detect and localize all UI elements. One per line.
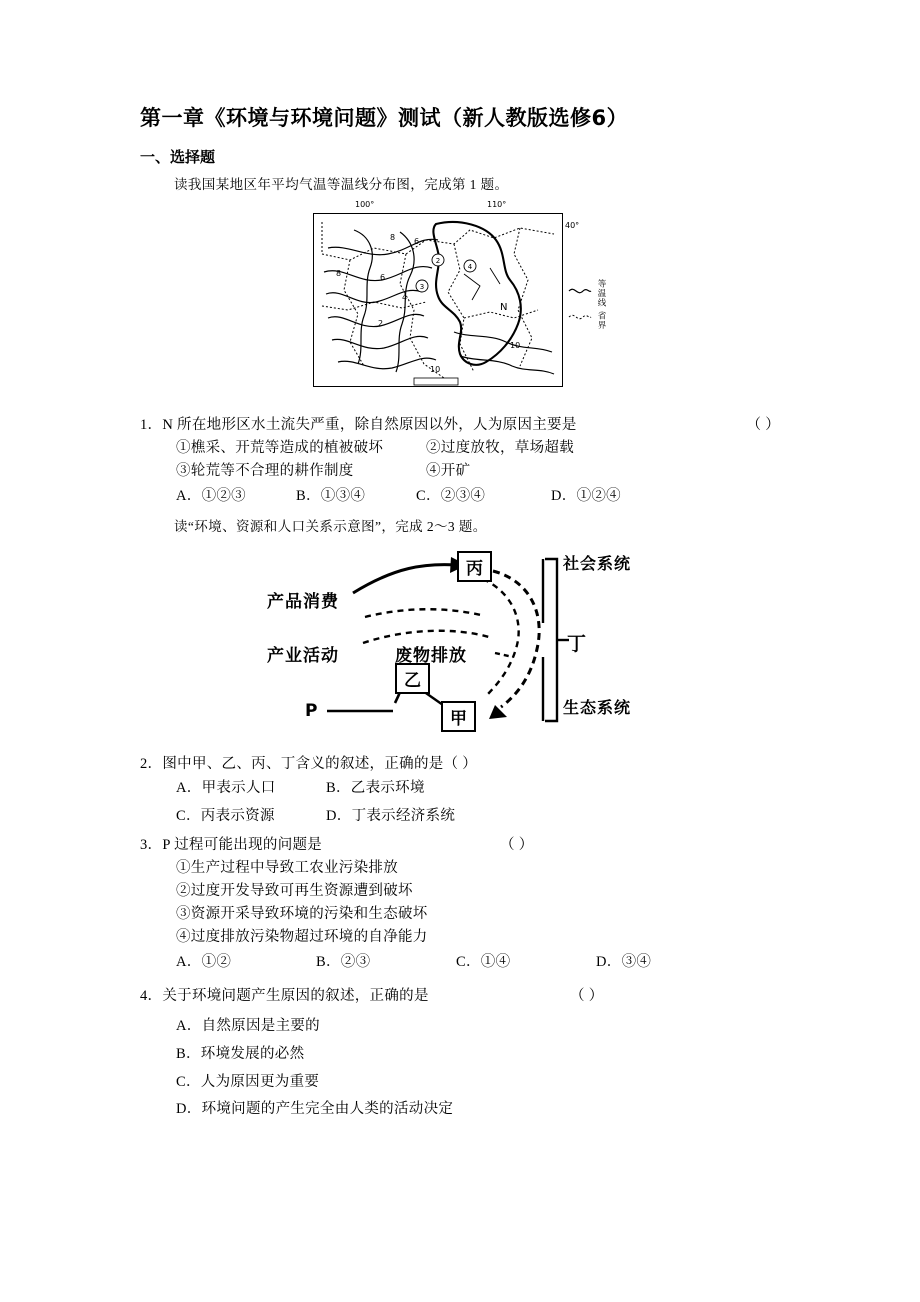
svg-text:10: 10 bbox=[510, 341, 521, 351]
question-4 bbox=[140, 985, 780, 1124]
question-4-option-d[interactable]: D．环境问题的产生完全由人类的活动决定 bbox=[176, 1101, 454, 1118]
document-content bbox=[140, 105, 780, 1124]
question-1-number: 1． bbox=[140, 417, 163, 434]
schematic-label-p: P bbox=[305, 700, 319, 721]
question-2-number: 2． bbox=[140, 755, 163, 772]
question-1-stem: N 所在地形区水土流失严重，除自然原因以外，人为原因主要是 bbox=[162, 417, 577, 434]
question-3-option-a[interactable]: A．①② bbox=[176, 954, 232, 971]
question-3-number: 3． bbox=[140, 837, 163, 854]
svg-text:2: 2 bbox=[435, 257, 441, 266]
map-legend-isotherm-label: 等温线 bbox=[596, 279, 606, 308]
svg-text:3: 3 bbox=[419, 283, 425, 292]
question-1-options bbox=[140, 483, 780, 511]
map-legend-boundary-label: 省界 bbox=[596, 311, 606, 331]
figure-isotherm-map-wrap bbox=[140, 199, 780, 404]
question-4-stem: 关于环境问题产生原因的叙述，正确的是 bbox=[162, 988, 429, 1005]
question-2-option-c[interactable]: C．丙表示资源 bbox=[176, 807, 275, 824]
question-3 bbox=[140, 834, 780, 977]
question-4-option-a[interactable]: A．自然原因是主要的 bbox=[176, 1018, 320, 1035]
schematic-label-ding: 丁 bbox=[567, 632, 588, 655]
map-label-longitude-110: 110° bbox=[487, 200, 507, 210]
svg-text:6: 6 bbox=[414, 237, 420, 247]
question-1-answer-paren: （ ） bbox=[746, 417, 780, 434]
question-2-option-d[interactable]: D．丁表示经济系统 bbox=[326, 807, 456, 824]
map-label-latitude-40: 40° bbox=[565, 221, 580, 231]
question-3-option-d[interactable]: D．③④ bbox=[596, 954, 652, 971]
question-4-number: 4． bbox=[140, 988, 163, 1005]
figure-system-schematic-wrap bbox=[140, 545, 780, 745]
svg-text:10: 10 bbox=[430, 365, 441, 375]
question-1-option-b[interactable]: B．①③④ bbox=[296, 488, 366, 505]
schematic-box-bing: 丙 bbox=[457, 551, 492, 582]
question-2 bbox=[140, 753, 780, 831]
question-1-sub-row-1 bbox=[140, 437, 780, 460]
question-4-option-b[interactable]: B．环境发展的必然 bbox=[176, 1046, 305, 1063]
question-1 bbox=[140, 414, 780, 510]
question-2-stem: 图中甲、乙、丙、丁含义的叙述，正确的是（ ） bbox=[162, 755, 478, 772]
question-3-stem: P 过程可能出现的问题是 bbox=[162, 837, 323, 854]
section-heading-choice: 一、选择题 bbox=[140, 148, 216, 167]
question-2-option-b[interactable]: B．乙表示环境 bbox=[326, 780, 425, 797]
svg-text:8: 8 bbox=[336, 269, 342, 279]
question-3-answer-paren: （ ） bbox=[500, 837, 534, 854]
question-3-stem-line bbox=[140, 834, 780, 856]
schematic-label-industrial-activity: 产业活动 bbox=[267, 645, 339, 666]
question-4-option-c[interactable]: C．人为原因更为重要 bbox=[176, 1073, 320, 1090]
schematic-box-yi: 乙 bbox=[395, 663, 430, 694]
question-3-sub-1: ①生产过程中导致工农业污染排放 bbox=[176, 859, 398, 876]
schematic-box-jia: 甲 bbox=[441, 701, 476, 732]
question-3-option-b[interactable]: B．②③ bbox=[316, 954, 371, 971]
question-4-answer-paren: （ ） bbox=[570, 988, 604, 1005]
question-1-option-c[interactable]: C．②③④ bbox=[416, 488, 486, 505]
svg-text:2: 2 bbox=[378, 319, 384, 329]
map-frame bbox=[313, 213, 563, 387]
svg-text:6: 6 bbox=[380, 273, 386, 283]
question-1-option-d[interactable]: D．①②④ bbox=[551, 488, 621, 505]
schematic-label-waste-discharge: 废物排放 bbox=[395, 645, 467, 666]
question-1-option-a[interactable]: A．①②③ bbox=[176, 488, 246, 505]
question-3-sub-4: ④过度排放污染物超过环境的自净能力 bbox=[176, 929, 428, 946]
question-1-stem-line bbox=[140, 414, 780, 436]
question-3-options bbox=[140, 949, 780, 977]
question-2-stem-line bbox=[140, 753, 780, 775]
question-3-sub-2: ②过度开发导致可再生资源遭到破坏 bbox=[176, 882, 413, 899]
question-2-options-row-1 bbox=[140, 775, 780, 803]
question-2-option-a[interactable]: A．甲表示人口 bbox=[176, 780, 276, 797]
question-1-sub-3: ③轮荒等不合理的耕作制度 bbox=[176, 462, 354, 479]
question-4-stem-line bbox=[140, 985, 780, 1007]
page-title: 第一章《环境与环境问题》测试（新人教版选修6） bbox=[140, 106, 629, 130]
schematic-label-product-consumption: 产品消费 bbox=[267, 591, 339, 612]
question-1-sub-1: ①樵采、开荒等造成的植被破坏 bbox=[176, 439, 384, 456]
figure-system-schematic bbox=[245, 545, 675, 745]
svg-text:4: 4 bbox=[467, 263, 473, 272]
schematic-label-ecological-system: 生态系统 bbox=[563, 697, 632, 717]
question-1-sub-2: ②过度放牧，草场超载 bbox=[426, 439, 574, 456]
svg-text:4: 4 bbox=[402, 293, 408, 303]
question-1-sub-row-2 bbox=[140, 460, 780, 483]
svg-text:8: 8 bbox=[390, 233, 396, 243]
question-3-option-c[interactable]: C．①④ bbox=[456, 954, 511, 971]
map-legend-symbols bbox=[567, 283, 593, 331]
question-2-options-row-2 bbox=[140, 803, 780, 831]
figure-isotherm-map bbox=[295, 199, 625, 404]
lead-in-text-1: 读我国某地区年平均气温等温线分布图，完成第 1 题。 bbox=[174, 177, 509, 193]
question-3-sub-3: ③资源开采导致环境的污染和生态破坏 bbox=[176, 906, 428, 923]
lead-in-text-2: 读“环境、资源和人口关系示意图”，完成 2～3 题。 bbox=[174, 518, 487, 534]
schematic-label-social-system: 社会系统 bbox=[563, 553, 632, 573]
map-region-label-N: N bbox=[500, 302, 508, 314]
map-drawing bbox=[314, 214, 562, 386]
question-1-sub-4: ④开矿 bbox=[426, 462, 471, 479]
map-label-longitude-100: 100° bbox=[355, 200, 375, 210]
